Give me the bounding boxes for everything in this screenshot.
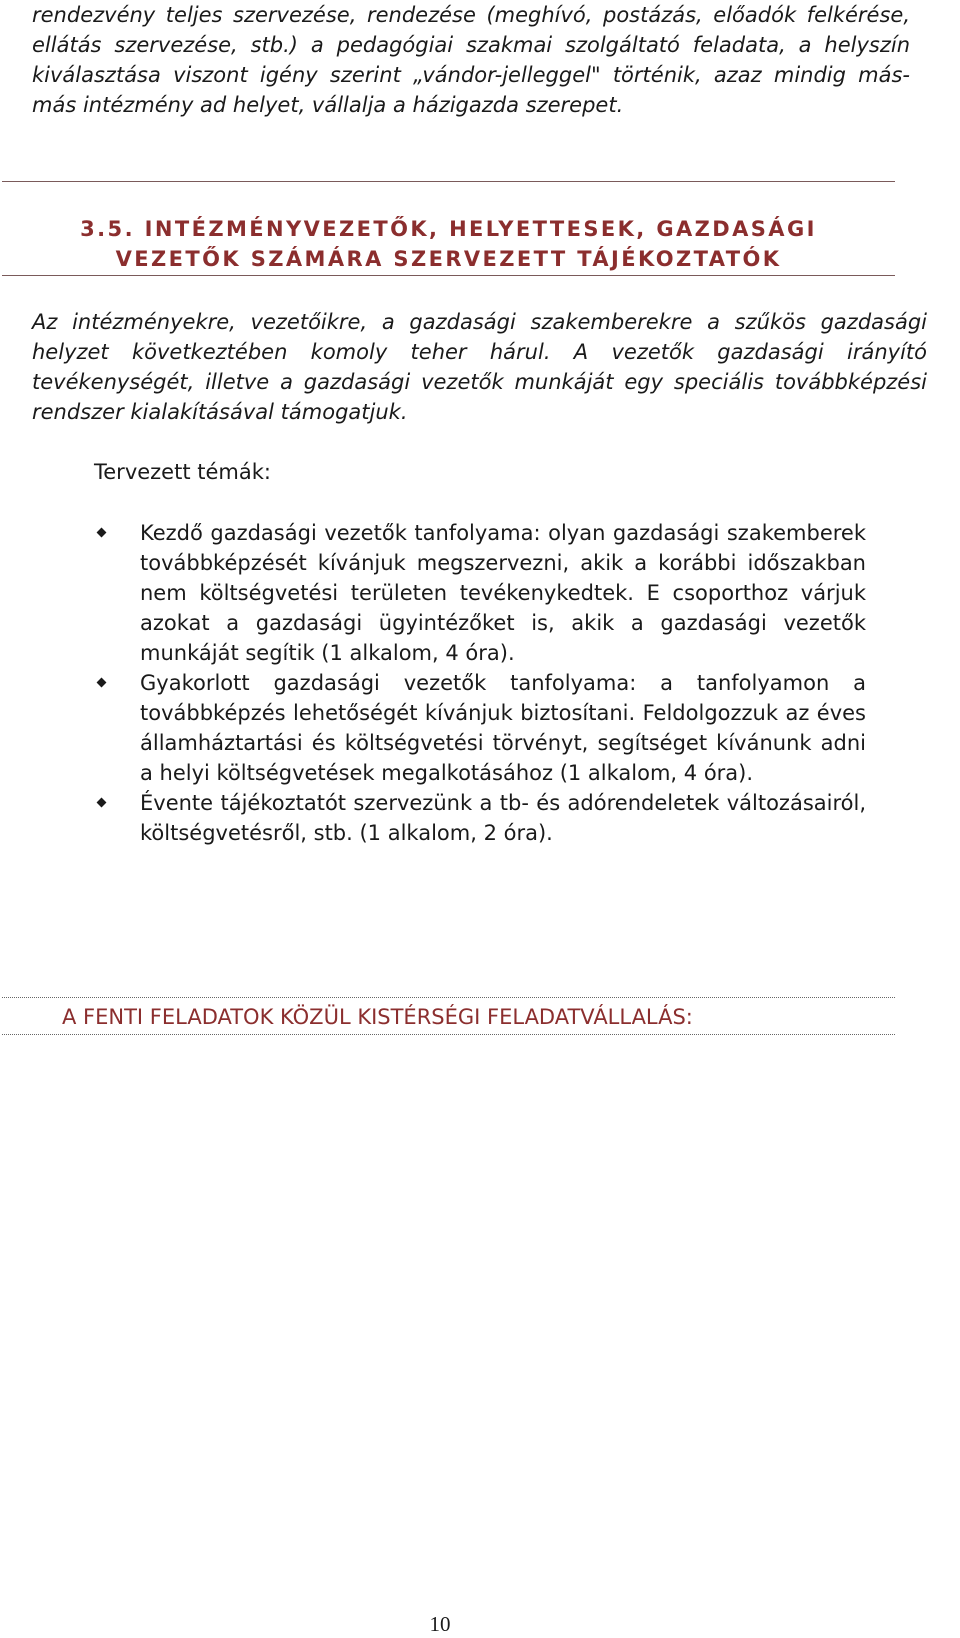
footer-heading: A FENTI FELADATOK KÖZÜL KISTÉRSÉGI FELADATVÁLLALÁS: [62,1005,693,1029]
section-heading-line1: 3.5. INTÉZMÉNYVEZETŐK, HELYETTESEK, GAZDASÁGI [80,217,817,241]
topic-text: Kezdő gazdasági vezetők tanfolyama: olyan gazdasági szakemberek továbbképzését kívánjuk megszervezni, akik a korábbi időszakban nem költségvetési területen tevékenykedtek. E csoporthoz várjuk azokat a gazdasági ügyintézőket is, akik a gazdasági vezetők munkáját segítik (1 alkalom, 4 óra). [140,521,866,665]
intro-paragraph: rendezvény teljes szervezése, rendezése (meghívó, postázás, előadók felkérése, ellátás szervezése, stb.) a pedagógiai szakmai szolgáltató feladata, a helyszín kiválasztása viszont igény szerint „vándor-jelleggel" történik, azaz mindig más-más intézmény ad helyet, vállalja a házigazda szerepet. [32,3,910,117]
section-heading-line2: VEZETŐK SZÁMÁRA SZERVEZETT TÁJÉKOZTATÓK [115,247,782,271]
section-rule-top [2,181,895,182]
footer-rule-bottom [2,1034,895,1035]
diamond-bullet-icon [97,528,107,538]
list-item [94,788,866,848]
diamond-bullet-icon [97,798,107,808]
footer-rule-top [2,997,895,998]
diamond-bullet-icon [97,678,107,688]
section-rule-bottom [2,275,895,276]
topic-text: Évente tájékoztatót szervezünk a tb- és adórendeletek változásairól, költségvetésről, stb. (1 alkalom, 2 óra). [140,791,866,845]
page-number: 10 [429,1612,451,1636]
topic-text: Gyakorlott gazdasági vezetők tanfolyama: a tanfolyamon a továbbképzés lehetőségét kívánjuk biztosítani. Feldolgozzuk az éves államháztartási és költségvetési törvényt, segítséget kívánunk adni a helyi költségvetések megalkotásához (1 alkalom, 4 óra). [140,671,866,785]
section-paragraph: Az intézményekre, vezetőikre, a gazdasági szakemberekre a szűkös gazdasági helyzet következtében komoly teher hárul. A vezetők gazdasági irányító tevékenységét, illetve a gazdasági vezetők munkáját egy speciális továbbképzési rendszer kialakításával támogatjuk. [32,310,927,424]
topics-list [94,518,866,848]
section-heading [2,214,895,274]
list-item [94,518,866,668]
topics-label: Tervezett témák: [94,460,271,484]
list-item [94,668,866,788]
